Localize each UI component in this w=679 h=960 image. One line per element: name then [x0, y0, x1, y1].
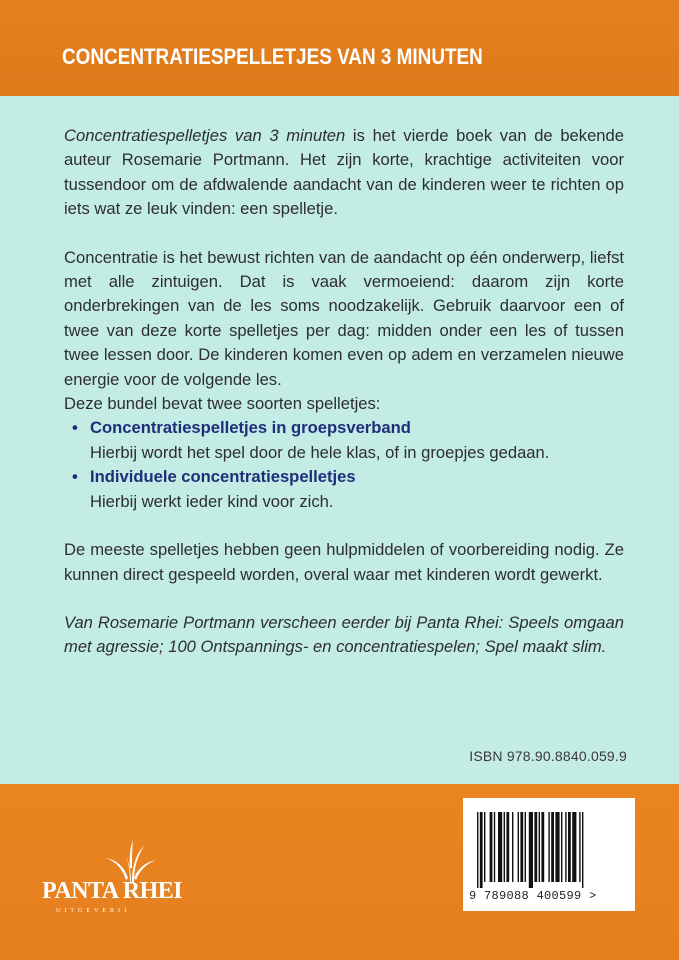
bullet-icon: •	[72, 418, 78, 438]
barcode-bars	[475, 812, 623, 888]
paragraph-bundle: Deze bundel bevat twee soorten spelletjes:	[64, 394, 381, 414]
barcode-bar	[572, 812, 576, 882]
barcode-bar	[551, 812, 554, 882]
publisher-name: PANTA RHEI	[42, 878, 183, 904]
publisher-logo	[38, 838, 198, 928]
back-cover-text	[64, 124, 624, 660]
game-types-list	[64, 416, 624, 514]
barcode	[463, 798, 635, 911]
barcode-bar	[525, 812, 526, 882]
intro-text: is het vierde boek van de bekende auteur Rosemarie Portmann. Het zijn korte, krachtige activiteiten voor tussendoor om de afdwalende aandacht van de kinderen weer te richten op iets wat ze leuk vinden: een spelletje.	[64, 126, 624, 219]
barcode-bar	[506, 812, 509, 882]
list-item	[64, 465, 624, 514]
barcode-bar	[484, 812, 485, 882]
bullet-heading: Individuele concentratiespelletjes	[90, 467, 356, 487]
barcode-bar	[555, 812, 559, 882]
barcode-bar	[477, 812, 478, 888]
paragraph-concentration: Concentratie is het bewust richten van de aandacht op één onderwerp, liefst met alle zintuigen. Dat is vaak vermoeiend: daarom zijn korte onderbrekingen van de les soms noodzakelijk. Gebruik daarvoor een of twee van deze korte spelletjes per dag: midden onder een les of tussen twee lessen door. De kinderen komen even op adem en verzamelen nieuwe energie voor de volgende les.	[64, 247, 624, 389]
book-title-italic: Concentratiespelletjes van 3 minuten	[64, 126, 346, 145]
barcode-bar	[539, 812, 540, 882]
barcode-bar	[561, 812, 562, 882]
intro-paragraph	[64, 124, 624, 222]
barcode-bar	[541, 812, 544, 882]
barcode-bar	[529, 812, 533, 888]
barcode-bar	[490, 812, 493, 882]
publisher-subtitle: UITGEVERIJ	[56, 908, 131, 914]
barcode-bar	[498, 812, 502, 882]
barcode-bar	[565, 812, 566, 882]
barcode-bar	[582, 812, 583, 888]
bullet-icon: •	[72, 467, 78, 487]
barcode-bar	[520, 812, 523, 882]
barcode-bar	[494, 812, 495, 882]
bullet-heading: Concentratiespelletjes in groepsverband	[90, 418, 411, 438]
barcode-bar	[579, 812, 580, 882]
paragraph-materials: De meeste spelletjes hebben geen hulpmiddelen of voorbereiding nodig. Ze kunnen direct gespeeld worden, overal waar met kinderen wordt gewerkt.	[64, 540, 624, 584]
barcode-bar	[568, 812, 571, 882]
bullet-text: Hierbij werkt ieder kind voor zich.	[90, 491, 334, 511]
cover-title: CONCENTRATIESPELLETJES VAN 3 MINUTEN	[62, 44, 483, 69]
barcode-bar	[480, 812, 483, 888]
barcode-bar	[548, 812, 549, 882]
list-item	[64, 416, 624, 465]
bullet-text: Hierbij wordt het spel door de hele klas, of in groepjes gedaan.	[90, 442, 550, 462]
barcode-bar	[504, 812, 505, 882]
barcode-number: 9 789088 400599 >	[469, 889, 597, 903]
barcode-bar	[512, 812, 513, 882]
barcode-bar	[518, 812, 519, 882]
fountain-icon	[100, 838, 160, 882]
barcode-bar	[534, 812, 537, 882]
paragraph-previous-books: Van Rosemarie Portmann verscheen eerder bij Panta Rhei: Speels omgaan met agressie; 100 Ontspannings- en concentratiespelen; Spel maakt slim.	[64, 612, 624, 657]
isbn-text: ISBN 978.90.8840.059.9	[469, 748, 627, 764]
